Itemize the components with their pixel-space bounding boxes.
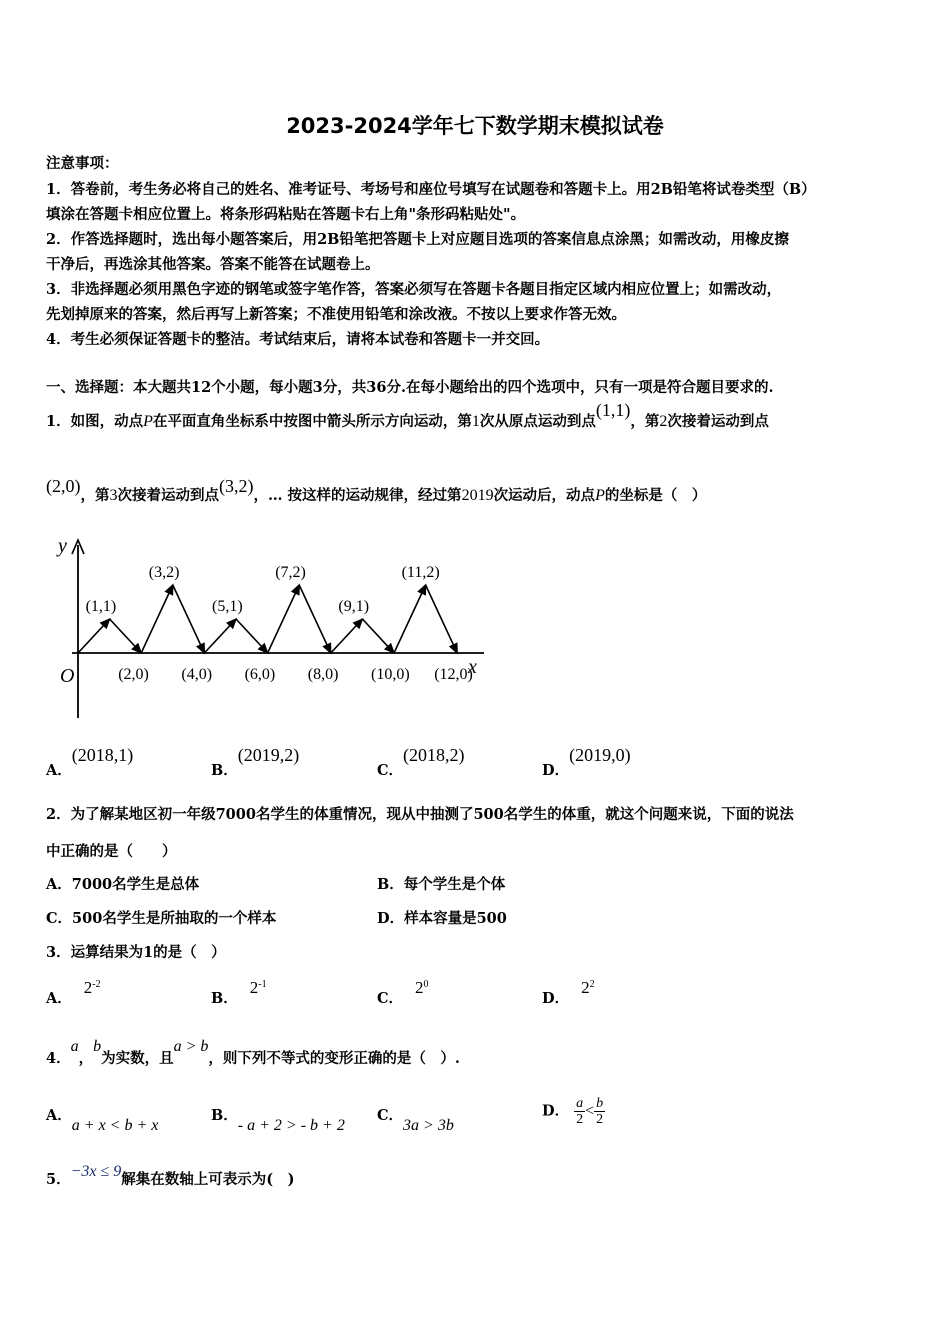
bottom-label: (4,0) (181, 666, 213, 683)
notice-line: 3．非选择题必须用黑色字迹的钢笔或签字笔作答，答案必须写在答题卡各题目指定区域内相应位置上；如需改动， (46, 281, 782, 298)
q3-stem: 3．运算结果为1的是（ ） (46, 944, 226, 961)
peak-label: (9,1) (338, 598, 370, 615)
q4-option-d[interactable]: D． $\frac{a}{2}$ < $\frac{b}{2}$ (542, 1096, 604, 1127)
bottom-label: (8,0) (307, 666, 339, 683)
motion-segment (362, 619, 394, 653)
motion-segment (110, 619, 142, 653)
bottom-label: (10,0) (371, 666, 410, 683)
notice-line: 2．作答选择题时，选出每小题答案后，用2B铅笔把答题卡上对应题目选项的答案信息点涂黑；如需改动，用橡皮擦 (46, 231, 789, 248)
q2-option-b[interactable]: B．每个学生是个体 (377, 876, 506, 893)
peak-label: (11,2) (401, 564, 440, 581)
notice-heading: 注意事项： (46, 155, 119, 172)
q1-option-b[interactable]: B．(2019,2) (211, 745, 300, 779)
q2-option-d[interactable]: D．样本容量是500 (377, 910, 507, 927)
q2-option-a[interactable]: A．7000名学生是总体 (46, 876, 200, 893)
notice-line: 1．答卷前，考生务必将自己的姓名、准考证号、考场号和座位号填写在试题卷和答题卡上。用2B铅笔将试卷类型（B） (46, 181, 816, 198)
peak-label: (1,1) (85, 598, 117, 615)
motion-segment (78, 619, 110, 653)
motion-segment (268, 585, 300, 653)
q1-line2: (2,0)，第3次接着运动到点(3,2)，… 按这样的运动规律，经过第2019次运动后，动点P的坐标是（ ） (46, 476, 707, 504)
motion-segment (236, 619, 268, 653)
motion-segment (141, 585, 173, 653)
q1-option-c[interactable]: C．(2018,2) (377, 745, 465, 779)
peak-label: (7,2) (275, 564, 306, 581)
q1-option-d[interactable]: D．(2019,0) (542, 745, 631, 779)
q3-option-c[interactable]: C．$2^0$ (377, 978, 429, 1007)
point-labels (86, 564, 473, 683)
q5-stem: 5．−3x ≤ 9解集在数轴上可表示为( ) (46, 1163, 295, 1188)
page-title: 2023-2024学年七下数学期末模拟试卷 (286, 114, 664, 138)
bottom-label: (12,0) (434, 666, 473, 683)
q3-option-d[interactable]: D．$2^2$ (542, 978, 595, 1007)
notice-line: 4．考生必须保证答题卡的整洁。考试结束后，请将本试卷和答题卡一并交回。 (46, 331, 550, 348)
x-axis-label: x (468, 656, 477, 678)
peak-label: (3,2) (148, 564, 180, 581)
y-axis-label: y (58, 535, 67, 557)
q2-line2: 中正确的是（ ） (46, 843, 177, 860)
q4-option-b[interactable]: B．- a + 2 > - b + 2 (211, 1107, 345, 1134)
notice-line: 填涂在答题卡相应位置上。将条形码粘贴在答题卡右上角"条形码粘贴处"。 (46, 206, 526, 223)
notice-line: 先划掉原来的答案，然后再写上新答案；不准使用铅笔和涂改液。不按以上要求作答无效。 (46, 306, 626, 323)
motion-segment (299, 585, 331, 653)
motion-segment (173, 585, 205, 653)
q1-line1: 1．如图，动点P在平面直角坐标系中按图中箭头所示方向运动，第1次从原点运动到点(1,1)，第2次接着运动到点 (46, 400, 769, 430)
peak-label: (5,1) (212, 598, 243, 615)
motion-path (78, 585, 457, 653)
q1-option-a[interactable]: A．(2018,1) (46, 745, 134, 779)
q2-option-c[interactable]: C．500名学生是所抽取的一个样本 (46, 910, 277, 927)
q2-line1: 2．为了解某地区初一年级7000名学生的体重情况，现从中抽测了500名学生的体重，就这个问题来说，下面的说法 (46, 806, 794, 823)
q3-option-a[interactable]: A．$2^{-2}$ (46, 978, 101, 1007)
section-heading: 一、选择题：本大题共12个小题，每小题3分，共36分.在每小题给出的四个选项中，只有一项是符合题目要求的. (46, 379, 774, 396)
motion-segment (331, 619, 363, 653)
motion-segment (426, 585, 458, 653)
q4-stem: 4．a，b为实数，且a > b，则下列不等式的变形正确的是（ ）. (46, 1038, 460, 1067)
origin-label: O (60, 665, 75, 687)
bottom-label: (6,0) (244, 666, 276, 683)
q3-option-b[interactable]: B．$2^{-1}$ (211, 978, 267, 1007)
motion-segment (394, 585, 426, 653)
motion-graph (44, 530, 494, 725)
q4-option-c[interactable]: C．3a > 3b (377, 1107, 454, 1134)
bottom-label: (2,0) (118, 666, 149, 683)
q4-option-a[interactable]: A．a + x < b + x (46, 1107, 159, 1134)
notice-line: 干净后，再选涂其他答案。答案不能答在试题卷上。 (46, 256, 380, 273)
motion-segment (204, 619, 236, 653)
